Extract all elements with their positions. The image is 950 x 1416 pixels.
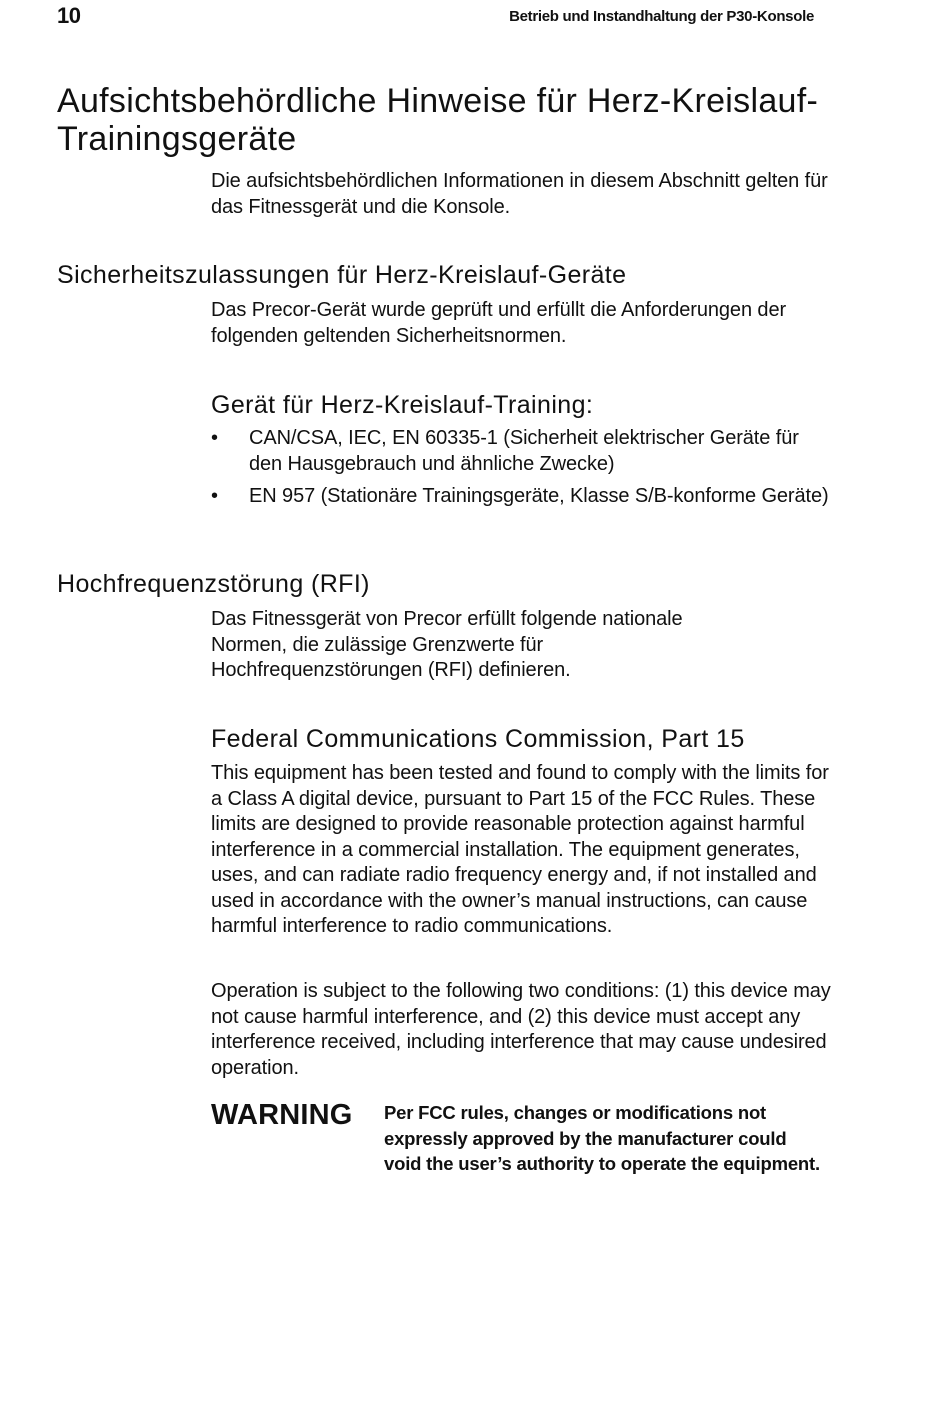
list-item bbox=[211, 484, 831, 510]
page-title: Aufsichtsbehördliche Hinweise für Herz-Kreislauf-Trainingsgeräte bbox=[57, 82, 819, 158]
bullet-icon: • bbox=[211, 427, 218, 449]
warning-label: WARNING bbox=[211, 1099, 353, 1131]
list-item bbox=[211, 426, 831, 477]
safety-standards-list bbox=[211, 426, 831, 517]
list-item-text: CAN/CSA, IEC, EN 60335-1 (Sicherheit elektrischer Geräte für den Hausgebrauch und ähnliche Zwecke) bbox=[249, 427, 799, 475]
safety-paragraph: Das Precor-Gerät wurde geprüft und erfüllt die Anforderungen der folgenden geltenden Sicherheitsnormen. bbox=[211, 299, 787, 347]
rfi-heading: Hochfrequenzstörung (RFI) bbox=[57, 570, 370, 598]
cardio-subheading: Gerät für Herz-Kreislauf-Training: bbox=[211, 391, 594, 419]
page-number: 10 bbox=[57, 3, 81, 28]
safety-heading: Sicherheitszulassungen für Herz-Kreislauf-Geräte bbox=[57, 261, 627, 289]
rfi-paragraph: Das Fitnessgerät von Precor erfüllt folgende nationale Normen, die zulässige Grenzwerte für Hochfrequenzstörungen (RFI) definieren. bbox=[211, 608, 683, 681]
list-item-text: EN 957 (Stationäre Trainingsgeräte, Klasse S/B-konforme Geräte) bbox=[249, 485, 829, 507]
fcc-paragraph-2: Operation is subject to the following two conditions: (1) this device may not cause harmful interference, and (2) this device must accept any interference received, including interference that may cause undesired operation. bbox=[211, 980, 831, 1079]
fcc-paragraph-1: This equipment has been tested and found to comply with the limits for a Class A digital device, pursuant to Part 15 of the FCC Rules. These limits are designed to provide reasonable protection against harmful interference in a commercial installation. The equipment generates, uses, and can radiate radio frequency energy and, if not installed and used in accordance with the owner’s manual instructions, can cause harmful interference to radio communications. bbox=[211, 762, 829, 937]
intro-paragraph: Die aufsichtsbehördlichen Informationen in diesem Abschnitt gelten für das Fitnessgerät und die Konsole. bbox=[211, 170, 828, 218]
fcc-subheading: Federal Communications Commission, Part 15 bbox=[211, 725, 745, 753]
warning-text: Per FCC rules, changes or modifications not expressly approved by the manufacturer could void the user’s authority to operate the equipment. bbox=[384, 1102, 820, 1175]
running-header: Betrieb und Instandhaltung der P30-Konsole bbox=[509, 8, 814, 25]
bullet-icon: • bbox=[211, 485, 218, 507]
